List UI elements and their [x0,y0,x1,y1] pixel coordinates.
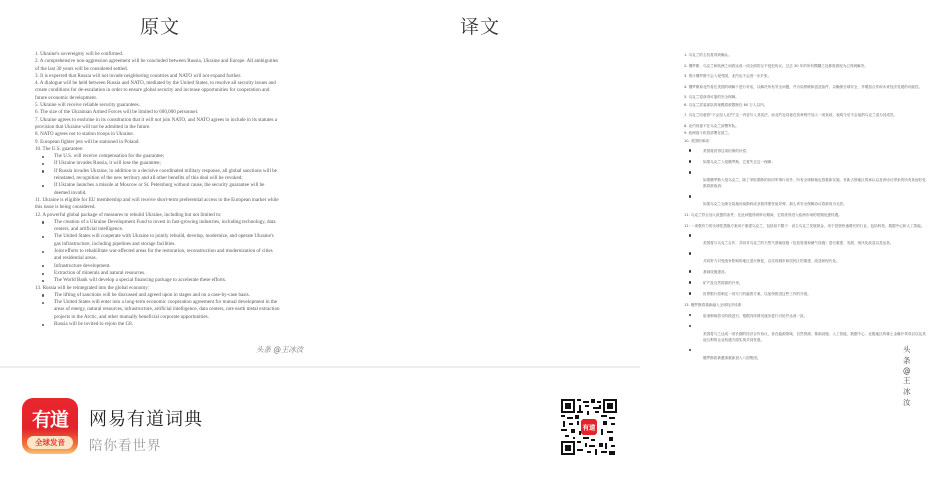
svg-text:有道: 有道 [582,423,596,432]
original-bullet: If Russia invades Ukraine, in addition to a decisive coordinated military response, all global sanctions will be reinstated, recognition of the new territory and all other benefits of this deal will be revoked; [51,168,281,183]
translation-item: 7. 乌克兰同意将“不会加入北约”这一内容写入其宪法，而北约也同意在其章程中加入一项条款，表明今后不会接纳乌克兰成为其成员。 [684,113,898,117]
original-bullet: Russia will be invited to rejoin the G8. [51,321,281,328]
original-bullet: Joint efforts to rehabilitate war-affected areas for the restoration, reconstruction and modernization of cities and residential areas. [51,248,281,263]
translation-bullet: 美国将与之达成一项长期的经济合作协议，旨在能源领域、自然资源、基础设施、人工智能、数据中心、北极地区的稀土金属开采项目以及其他互利的企业机遇方面实现共同发展。 [700,324,928,343]
original-title: 原文 [139,16,180,38]
original-bullet: Infrastructure development. [51,263,281,270]
translation-bullet: 如果俄罗斯入侵乌克兰，除了采取果断的协同军事行动外，所有全球制裁也将重新实施，对新占领地区的承认以及该协议带来的所有其他好处都将被取消； [700,170,928,189]
original-bullet: The United States will cooperate with Ukraine to jointly rebuild, develop, modernize, and operate Ukraine's gas infrastructure, including pipelines and storage facilities. [51,233,281,248]
original-bullet-list [51,219,281,285]
original-text-body [35,51,281,328]
translation-item: 6. 乌克兰武装部队的规模将被限制在 60 万人以内。 [684,102,768,107]
app-promo-footer [0,368,640,478]
watermark-right: 头条@王冰汝 [903,345,911,407]
original-item: 12. A powerful global package of measures to rebuild Ukraine, including but not limited to: [35,211,222,218]
original-bullet: If Ukraine invades Russia, it will lose the guarantee; [51,160,281,167]
original-item: 3. It is expected that Russia will not invade neighboring countries and NATO will not expand further. [35,72,242,79]
qr-code-icon[interactable] [561,399,617,455]
translation-item: 12. 一项强有力的全球性措施方案用于重建乌克兰，包括但不限于：设立乌克兰发展基金，用于投资快速增长的行业，包括科技、数据中心和人工智能。 [684,223,925,228]
translation-item: 3. 预计俄罗斯不会入侵邻国，北约也不会进一步扩张。 [684,74,772,78]
translation-bullet: 矿产及自然资源的开采。 [700,280,928,286]
translation-bullet: 基础设施建设。 [700,269,928,275]
original-item: 6. The size of the Ukrainian Armed Forces will be limited to 600,000 personnel. [35,109,199,116]
watermark-left: 头条 @王冰汝 [256,345,304,354]
original-bullet-list [51,153,281,197]
translation-bullet-list [700,233,928,297]
translation-bullet: 俄罗斯将被邀请重新加入八国集团。 [700,348,928,361]
app-icon-badge: 全球发音 [27,436,73,449]
original-bullet: Extraction of minerals and natural resources. [51,270,281,277]
app-slogan: 陪你看世界 [89,438,162,454]
translation-item: 9. 欧洲战斗机将部署在波兰。 [684,131,732,135]
translation-bullet: 美国将获得这项担保的补偿； [700,148,928,154]
original-item: 2. A comprehensive non-aggression agreement will be concluded between Russia, Ukraine and Europe. All ambiguities of the last 30 years will be considered settled. [35,58,279,72]
original-bullet: The United States will enter into a long-term economic cooperation agreement for mutual development in the areas of energy, natural resources, infrastructure, artificial intelligence, data centers, rare earth metal extraction projects in the Arctic, and other mutually beneficial corporate opportunities. [51,299,281,321]
original-bullet: The lifting of sanctions will be discussed and agreed upon in stages and on a case-by-case basis. [51,292,281,299]
original-bullet: The U.S. will receive compensation for the guarantee; [51,153,281,160]
original-item: 8. NATO agrees not to station troops in Ukraine. [35,131,134,138]
original-item: 13. Russia will be reintegrated into the global economy: [35,284,150,291]
original-bullet: If Ukraine launches a missile at Moscow or St. Petersburg without cause, the security guarantee will be deemed invalid. [51,182,281,197]
translation-bullet-list [700,148,928,207]
translation-bullet: 共同努力对受战争影响的地区进行修复，以实现城市和居民区的重建、改造和现代化。 [700,251,928,264]
translation-item: 11. 乌克兰符合加入欧盟的条件，在此问题得到审议期间，它将获得进入欧洲市场的短期优惠待遇。 [684,213,842,217]
translation-title: 译文 [459,16,500,38]
original-item: 11. Ukraine is eligible for EU membership and will receive short-term preferential access to the European market while this issue is being considered. [35,196,279,211]
translation-bullet: 取消制裁将分阶段进行，根据具体情况逐步进行讨论并达成一致。 [700,313,928,319]
translation-bullet: 美国将与乌克兰合作，共同对乌克兰的天然气基础设施（包括管道和储气设施）进行重建、发展、现代化改造以及运营。 [700,233,928,246]
translation-item: 8. 北约同意不在乌克兰部署军队。 [684,123,739,128]
original-bullet: The World Bank will develop a special financing package to accelerate these efforts. [51,277,281,284]
original-text-panel [0,0,320,368]
original-item: 9. European fighter jets will be stationed in Poland. [35,138,140,145]
translation-item: 1. 乌克兰的主权将得到确认。 [684,53,732,57]
translation-item: 10. 美国的承诺： [684,138,713,143]
translation-item: 5. 乌克兰将获得可靠的安全保障。 [684,95,739,99]
translation-bullet: 如果乌克兰入侵俄罗斯，它将失去这一保障； [700,159,928,165]
youdao-app-icon[interactable] [22,398,78,454]
app-name: 网易有道词典 [89,409,203,430]
original-item: 7. Ukraine agrees to enshrine in its constitution that it will not join NATO, and NATO agrees to include in its statutes a provision that Ukraine will not be admitted in the future. [35,116,278,130]
original-item: 4. A dialogue will be held between Russia and NATO, mediated by the United States, to resolve all security issues and create conditions for de-escalation in order to ensure global security and increase opportunities for cooperation and future economic development. [35,80,276,101]
translation-panel [320,0,926,407]
original-bullet: The creation of a Ukraine Development Fund to invest in fast-growing industries, including technology, data centers, and artificial intelligence. [51,219,281,234]
original-item: 5. Ukraine will receive reliable security guarantees. [35,102,140,109]
translation-bullet: 世界银行将制定一项专门的融资方案，以加快推进这些工作的开展。 [700,291,928,297]
translation-bullet: 如果乌克兰无缘无故地向莫斯科或圣彼得堡发射导弹，那么该安全保障协议将被视为无效。 [700,194,928,207]
translation-text-body [684,52,928,366]
translation-item: 13. 俄罗斯将重新融入全球经济体系： [684,303,745,307]
translation-bullet-list [700,313,928,361]
original-item: 10. The U.S. guarantee: [35,145,84,152]
original-item: 1. Ukraine's sovereignty will be confirmed. [35,51,124,57]
original-bullet-list [51,292,281,328]
app-icon-logo-text: 有道 [31,409,68,431]
translation-item: 2. 俄罗斯、乌克兰和欧洲之间将达成一项全面的互不侵犯协议。过去 30 年的所有模糊之处都将被视为已得到解决。 [684,63,868,68]
translation-item: 4. 俄罗斯和北约将在美国的调解下进行对话，以解决所有安全问题，并为局势缓和创造条件，以确保全球安全，并增加合作和未来经济发展的可能性。 [684,84,923,89]
